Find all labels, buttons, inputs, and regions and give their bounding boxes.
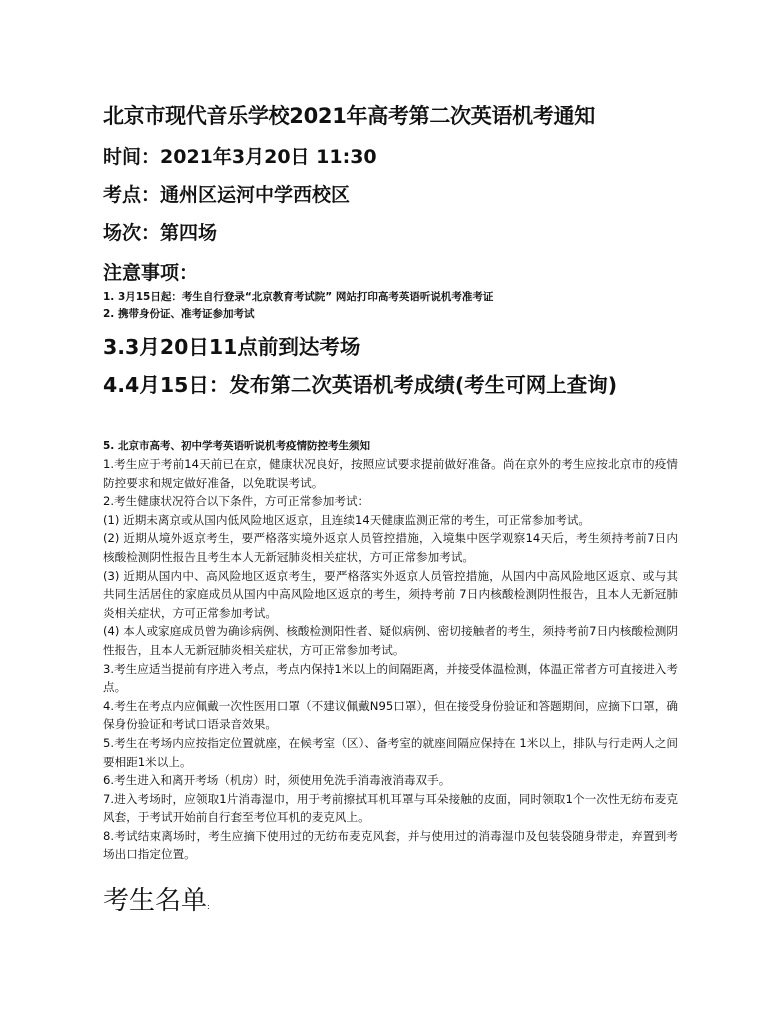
exam-time: 时间：2021年3月20日 11:30	[103, 146, 377, 168]
roster-heading-text: 考生名单	[103, 886, 208, 916]
epidemic-rules	[103, 455, 678, 864]
rule-paragraph: 8.考试结束离场时，考生应摘下使用过的无纺布麦克风套，并与使用过的消毒湿巾及包装袋随身带走，弃置到考场出口指定位置。	[103, 828, 678, 862]
rule-paragraph: (3) 近期从国内中、高风险地区返京考生，要严格落实外返京人员管控措施，从国内中高风险地区返京、或与其共同生活居住的家庭成员从国内中高风险地区返京的考生，须持考前 7日内核酸检测阴性报告，且本人无新冠肺炎相关症状，方可正常参加考试。	[103, 568, 678, 620]
rule-paragraph: 3.考生应适当提前有序进入考点，考点内保持1米以上的间隔距离，并接受体温检测，体温正常者方可直接进入考点。	[103, 661, 678, 695]
notice-item-3: 3.3月20日11点前到达考场	[103, 335, 361, 359]
rule-paragraph: (2) 近期从境外返京考生，要严格落实境外返京人员管控措施，入境集中医学观察14天后，考生须持考前7日内核酸检测阴性报告且考生本人无新冠肺炎相关症状，方可正常参加考试。	[103, 531, 678, 564]
exam-venue: 考点：通州区运河中学西校区	[103, 184, 351, 206]
rule-paragraph: 5.考生在考场内应按指定位置就座，在候考室（区）、备考室的就座间隔应保持在 1米以上，排队与行走两人之间要相距1米以上。	[103, 735, 678, 769]
rule-paragraph: 6.考生进入和离开考场（机房）时，须使用免洗手消毒液消毒双手。	[103, 773, 451, 788]
roster-heading	[103, 880, 210, 917]
rule-paragraph: (4) 本人或家庭成员曾为确诊病例、核酸检测阳性者、疑似病例、密切接触者的考生，须持考前7日内核酸检测阴性报告，且本人无新冠肺炎相关症状，方可正常参加考试。	[103, 624, 678, 657]
roster-heading-mark: :	[207, 902, 210, 911]
notice-item-2: 2. 携带身份证、准考证参加考试	[103, 308, 255, 320]
rule-paragraph: (1) 近期未离京或从国内低风险地区返京，且连续14天健康监测正常的考生，可正常参加考试。	[103, 512, 591, 527]
rule-paragraph: 1.考生应于考前14天前已在京，健康状况良好，按照应试要求提前做好准备。尚在京外的考生应按北京市的疫情防控要求和规定做好准备，以免耽误考试。	[103, 457, 678, 490]
notice-heading: 注意事项：	[103, 262, 199, 284]
rule-paragraph: 4.考生在考点内应佩戴一次性医用口罩（不建议佩戴N95口罩），但在接受身份验证和答题期间，应摘下口罩，确保身份验证和考试口语录音效果。	[103, 698, 678, 732]
exam-session: 场次：第四场	[103, 222, 218, 244]
document-title: 北京市现代音乐学校2021年高考第二次英语机考通知	[103, 104, 595, 128]
notice-item-4: 4.4月15日：发布第二次英语机考成绩(考生可网上查询)	[103, 373, 618, 397]
rule-paragraph: 2.考生健康状况符合以下条件，方可正常参加考试：	[103, 494, 370, 509]
rule-paragraph: 7.进入考场时，应领取1片消毒湿巾，用于考前擦拭耳机耳罩与耳朵接触的皮面，同时领取1个一次性无纺布麦克风套，于考试开始前自行套至考位耳机的麦克风上。	[103, 791, 678, 825]
notice-item-1: 1. 3月15日起：考生自行登录“北京教育考试院” 网站打印高考英语听说机考准考证	[103, 291, 494, 303]
notice-item-5-title: 5. 北京市高考、初中学考英语听说机考疫情防控考生须知	[103, 440, 370, 452]
